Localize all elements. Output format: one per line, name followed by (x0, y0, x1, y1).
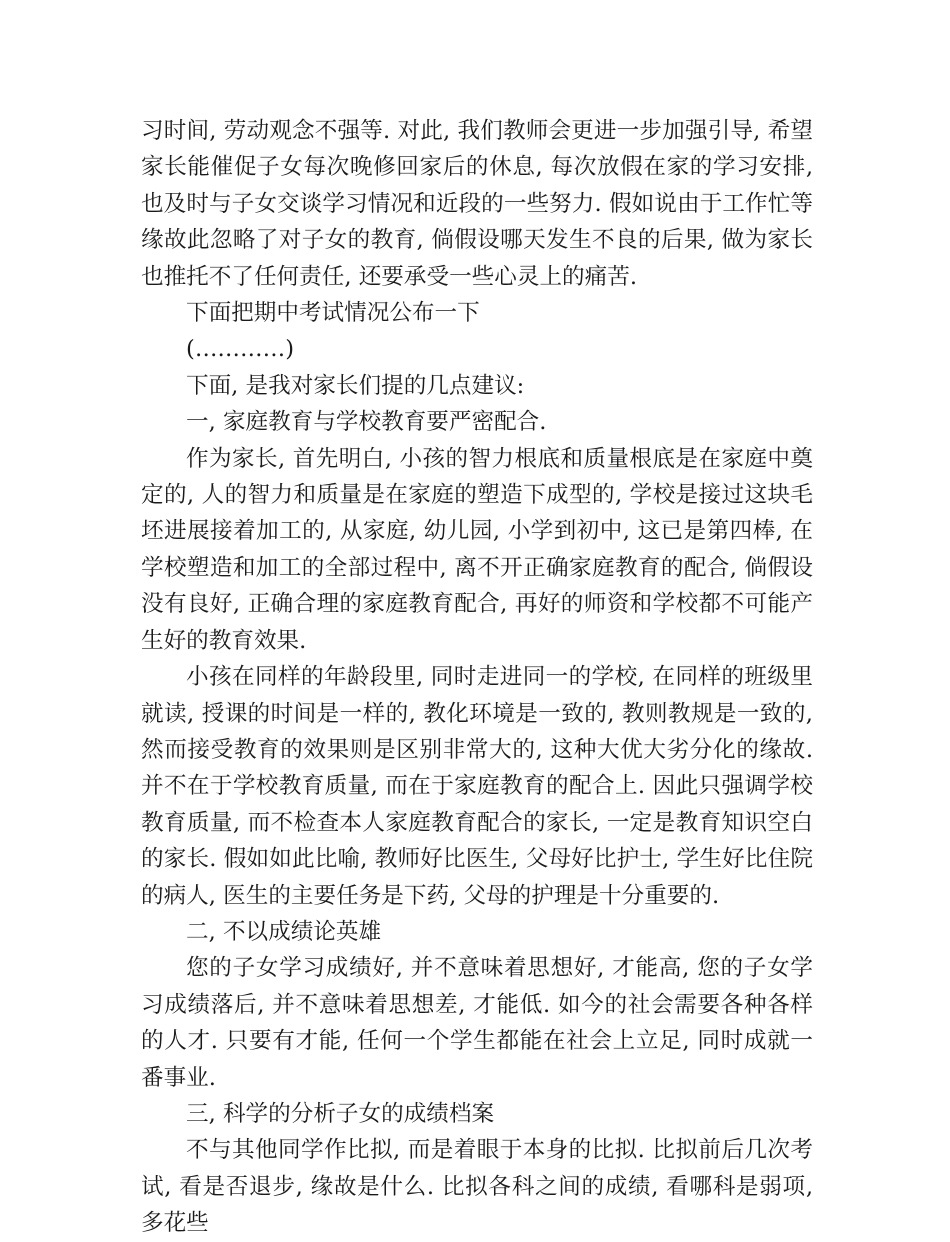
heading-point-two: 二, 不以成绩论英雄 (186, 918, 382, 945)
paragraph-point-one-body-1: 作为家长, 首先明白, 小孩的智力根底和质量根底是在家庭中奠定的, 人的智力和质量是在家庭的塑造下成型的, 学校是接过这块毛坯进展接着加工的, 从家庭, 幼儿园, 小学到初中, 这已是第四棒, 在学校塑造和加工的全部过程中, 离不开正确家庭教育的配合, 倘假设没有良好, 正确合理的家庭教育配合, 再好的师资和学校都不可能产生好的教育效果. (141, 445, 813, 654)
heading-point-one: 一, 家庭教育与学校教育要严密配合. (186, 409, 547, 436)
document-body (141, 113, 813, 1242)
paragraph-point-two-body: 您的子女学习成绩好, 并不意味着思想好, 才能高, 您的子女学习成绩落后, 并不意味着思想差, 才能低. 如今的社会需要各种各样的人才. 只要有才能, 任何一个学生都能在社会上立足, 同时成就一番事业. (141, 955, 813, 1091)
paragraph-point-one-body-2: 小孩在同样的年龄段里, 同时走进同一的学校, 在同样的班级里就读, 授课的时间是一样的, 教化环境是一致的, 教则教规是一致的, 然而接受教育的效果则是区别非常大的, 这种大优大劣分化的缘故. 并不在于学校教育质量, 而在于家庭教育的配合上. 因此只强调学校教育质量, 而不检查本人家庭教育配合的家长, 一定是教育知识空白的家长. 假如如此比喻, 教师好比医生, 父母好比护士, 学生好比住院的病人, 医生的主要任务是下药, 父母的护理是十分重要的. (141, 664, 813, 909)
paragraph-point-three-body: 不与其他同学作比拟, 而是着眼于本身的比拟. 比拟前后几次考试, 看是否退步, 缘故是什么. 比拟各科之间的成绩, 看哪科是弱项, 多花些 (141, 1137, 813, 1237)
paragraph-continuation: 习时间, 劳动观念不强等. 对此, 我们教师会更进一步加强引导, 希望家长能催促子女每次晚修回家后的休息, 每次放假在家的学习安排, 也及时与子女交谈学习情况和近段的一些努力. 假如说由于工作忙等缘故此忽略了对子女的教育, 倘假设哪天发生不良的后果, 做为家长也推托不了任何责任, 还要承受一些心灵上的痛苦. (141, 118, 813, 290)
heading-point-three: 三, 科学的分析子女的成绩档案 (186, 1100, 495, 1127)
paragraph-suggestions-intro: 下面, 是我对家长们提的几点建议: (186, 372, 525, 399)
paragraph-exam-announcement: 下面把期中考试情况公布一下 (186, 300, 480, 327)
paragraph-ellipsis: (…………) (186, 336, 295, 363)
